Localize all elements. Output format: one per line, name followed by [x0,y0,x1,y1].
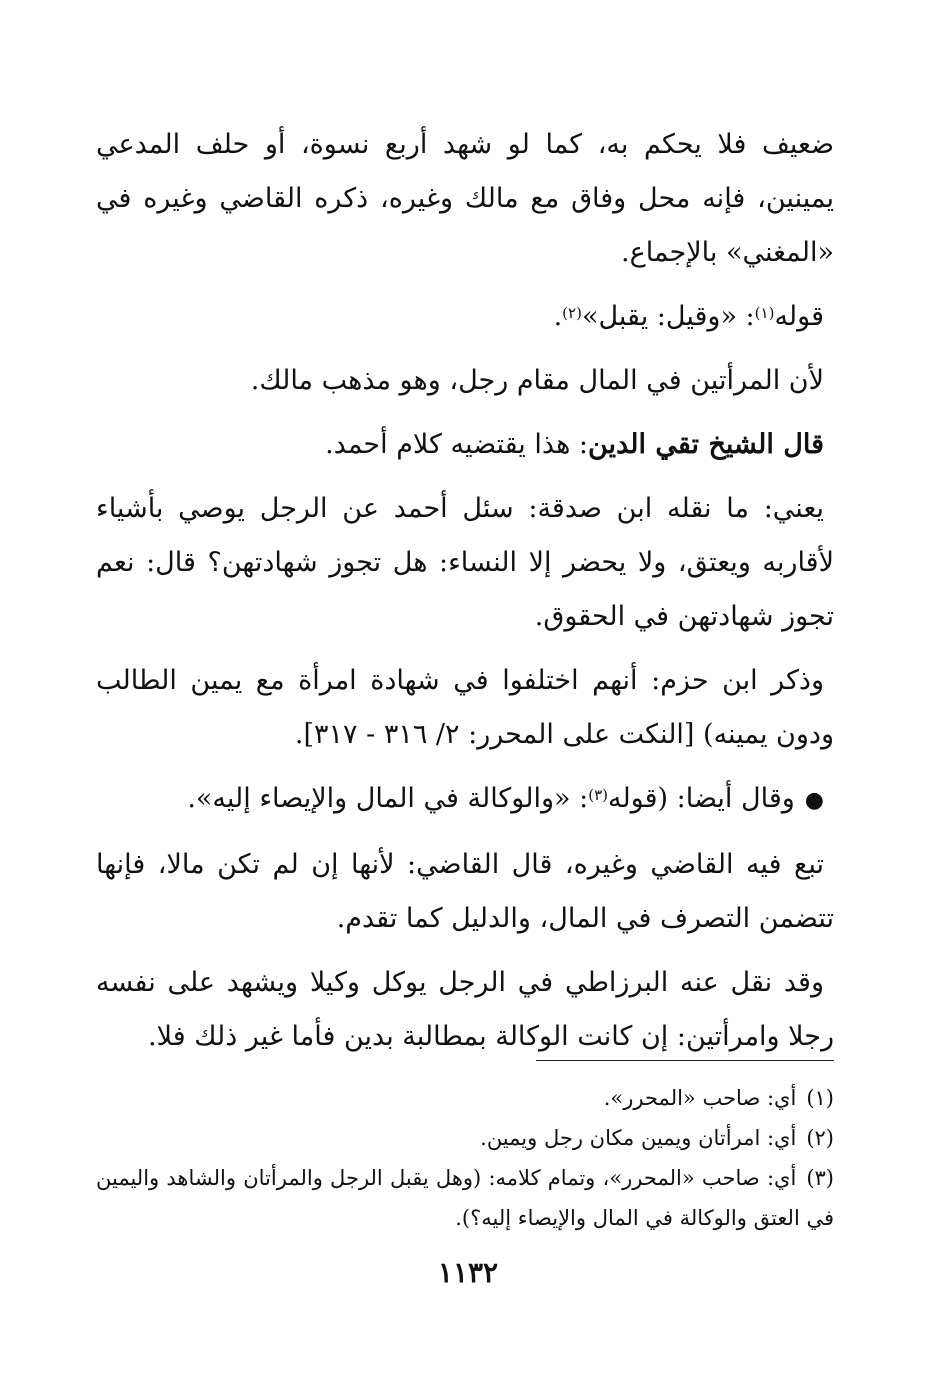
footnotes [96,1078,834,1238]
footnote-ref-2: (٢) [562,304,582,322]
main-text [96,118,834,1064]
footnote-3 [96,1158,834,1238]
paragraph-5: تبع فيه القاضي وغيره، قال القاضي: لأنها إن لم تكن مالا، فإنها تتضمن التصرف في المال، والدليل كما تقدم. [96,849,834,934]
sheikh-text: : هذا يقتضيه كلام أحمد. [325,429,588,460]
bullet-icon: ● [804,788,824,813]
quote-text: : «وقيل: يقبل» [581,301,755,332]
footnote-text: أي: صاحب «المحرر». [603,1086,797,1110]
paragraph-3: يعني: ما نقله ابن صدقة: سئل أحمد عن الرجل يوصي بأشياء لأقاربه ويعتق، ولا يحضر إلا النساء: هل تجوز شهادتهن؟ قال: نعم تجوز شهادتهن في الحقوق. [96,493,834,632]
page-number: ١١٣٢ [437,1256,499,1289]
paragraph-1: ضعيف فلا يحكم به، كما لو شهد أربع نسوة، أو حلف المدعي يمينين، فإنه محل وفاق مع مالك وغيره، ذكره القاضي وغيره في «المغني» بالإجماع. [96,129,834,268]
footnote-ref-1: (١) [754,304,775,322]
quote-end: . [553,301,563,332]
paragraph-4: وذكر ابن حزم: أنهم اختلفوا في شهادة امرأة مع يمين الطالب ودون يمينه) [النكت على المحرر: ٢/ ٣١٦ - ٣١٧]. [96,665,834,750]
footnote-divider [536,1060,834,1061]
footnote-number: (٢) [806,1126,834,1150]
footnote-ref-3: (٣) [588,786,608,804]
footnote-1 [96,1078,834,1118]
quote-lead: قوله [774,301,824,332]
footnote-text: أي: صاحب «المحرر»، وتمام كلامه: (وهل يقبل الرجل والمرأتان والشاهد واليمين في العتق والوكالة في المال والإيصاء إليه؟). [96,1166,834,1230]
footnote-2 [96,1118,834,1158]
sheikh-line [96,418,834,472]
footnote-number: (١) [806,1086,834,1110]
footnote-number: (٣) [806,1166,834,1190]
paragraph-6: وقد نقل عنه البرزاطي في الرجل يوكل وكيلا ويشهد على نفسه رجلا وامرأتين: إن كانت الوكالة بمطالبة بدين فأما غير ذلك فلا. [96,967,834,1052]
bullet-text: : «والوكالة في المال والإيصاء إليه». [187,783,589,814]
quote-line-1 [96,290,834,344]
footnote-text: أي: امرأتان ويمين مكان رجل ويمين. [480,1126,797,1150]
bullet-lead: وقال أيضا: (قوله [607,783,795,814]
sheikh-name: قال الشيخ تقي الدين [588,429,824,460]
bullet-paragraph [96,772,834,828]
paragraph-2: لأن المرأتين في المال مقام رجل، وهو مذهب مالك. [250,365,824,396]
